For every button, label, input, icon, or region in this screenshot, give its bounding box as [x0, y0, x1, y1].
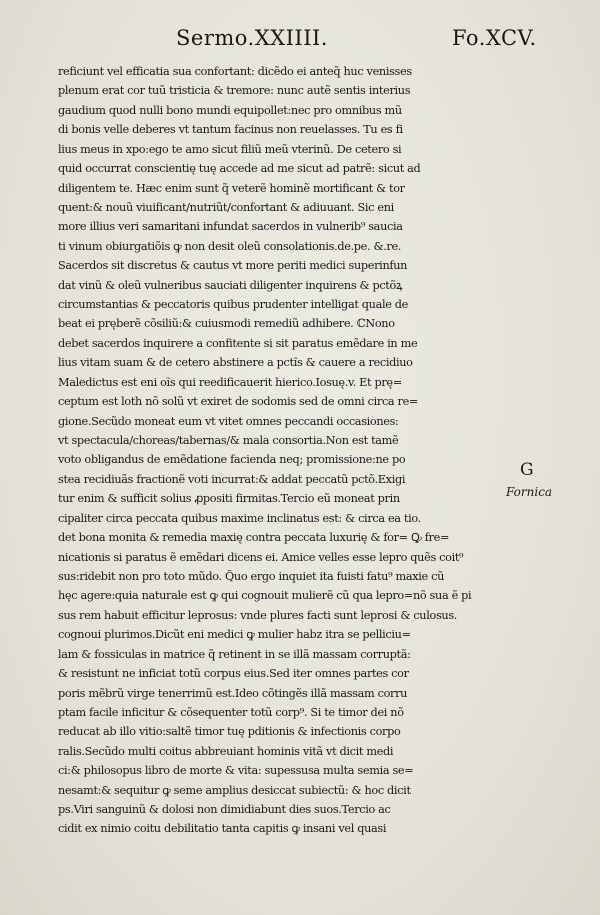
- text-line: vt spectacula/choreas/tabernas/& mala consortia.Non est tamẽ: [58, 434, 399, 448]
- folio-number: Fo.XCV.: [452, 26, 537, 50]
- text-line: ci:& philosopus libro de morte & vita: supessusa multa semia se=: [58, 764, 414, 778]
- text-line: lam & fossiculas in matrice q̃ retinent in se illã massam corruptã:: [58, 647, 411, 661]
- text-line: ps.Viri sanguinũ & dolosi non dimidiabunt dies suos.Tercio ac: [58, 803, 391, 817]
- text-line: cidit ex nimio coitu debilitatio tanta capitis ꝙ insani vel quasi: [58, 822, 387, 836]
- text-line: stea recidiuãs fractionẽ voti incurrat:& addat peccatũ pctõ.Exigi: [58, 472, 406, 486]
- text-line: dat vinũ & oleũ vulneribus sauciati diligenter inquirens & pctõꝝ: [58, 278, 403, 292]
- text-line: Sacerdos sit discretus & cautus vt more periti medici superinfun: [58, 259, 408, 273]
- text-line: sus:ridebit non pro toto mũdo. Q̃uo ergo inquiet ita fuisti fatu⁹ maxie cũ: [58, 569, 444, 583]
- text-line: poris mẽbrũ virge tenerrimũ est.Ideo cõtingẽs illã massam corru: [58, 686, 408, 700]
- text-line: & resistunt ne inficiat totũ corpus eius.Sed iter omnes partes cor: [58, 667, 409, 681]
- text-line: plenum erat cor tuũ tristicia & tremore: nunc autẽ sentis interius: [58, 84, 411, 98]
- text-line: lius vitam suam & de cetero abstinere a pctĩs & cauere a recidiuo: [58, 356, 413, 370]
- text-line: nesamt:& sequitur ꝙ seme amplius desiccat subiectũ: & hoc dicit: [58, 783, 411, 797]
- text-line: debet sacerdos inquirere a confitente si sit paratus emẽdare in me: [58, 336, 418, 350]
- text-line: lius meus in xpo:ego te amo sicut filiũ meũ vterinũ. De cetero si: [58, 142, 402, 156]
- running-header: Sermo.XXIIII.: [176, 26, 328, 50]
- text-line: more illius veri samaritani infundat sacerdos in vulnerib⁹ saucia: [58, 220, 403, 234]
- text-line: gione.Secũdo moneat eum vt vitet omnes peccandi occasiones:: [58, 414, 399, 428]
- text-line: cognoui plurimos.Dicũt eni medici ꝙ mulier habz itra se pelliciu=: [58, 628, 411, 642]
- text-line: ralis.Secũdo multi coitus abbreuiant hominis vitã vt dicit medi: [58, 744, 394, 758]
- text-line: ptam facile inficitur & cõsequenter totũ corp⁹. Si te timor dei nõ: [58, 705, 404, 719]
- text-block: [58, 62, 488, 839]
- text-line: ti vinum obiurgatiõis ꝙ non desit oleũ consolationis.de.pe. &.re.: [58, 239, 402, 253]
- text-line: gaudium quod nulli bono mundi equipollet:nec pro omnibus mũ: [58, 103, 402, 117]
- text-line: beat ei pręberẽ cõsiliũ:& cuiusmodi remediũ adhibere. ℂNono: [58, 317, 395, 331]
- marginal-note: Fornica: [506, 485, 553, 499]
- text-line: di bonis velle deberes vt tantum facinus non reuelasses. Tu es fi: [58, 123, 403, 137]
- text-line: nicationis si paratus ẽ emẽdari dicens ei. Amice velles esse lepro quẽs coit⁹: [58, 550, 464, 564]
- text-line: tur enim & sufficit solius ꝓpositi firmitas.Tercio eũ moneat prin: [58, 492, 400, 506]
- text-line: ceptum est loth nõ solũ vt exiret de sodomis sed de omni circa re=: [58, 395, 419, 409]
- text-line: voto obligandus de emẽdatione facienda neq; promissione:ne po: [58, 453, 406, 467]
- text-line: quent:& nouũ viuificant/nutriũt/confortant & adiuuant. Sic eni: [58, 200, 394, 214]
- text-line: sus rem habuit efficitur leprosus: vnde plures facti sunt leprosi & culosus.: [58, 608, 458, 622]
- text-line: Maledictus est eni oĩs qui reedificauerit hierico.Iosuę.v. Et prę=: [58, 375, 402, 389]
- text-line: hęc agere:quia naturale est ꝙ qui cognouit mulierẽ cũ qua lepro=nõ sua ẽ pi: [58, 589, 472, 603]
- marginal-letter: G: [520, 460, 534, 480]
- text-line: det bona monita & remedia maxię contra peccata luxurię & for= Ꝙ fre=: [58, 531, 450, 545]
- text-line: reficiunt vel efficatia sua confortant: dicẽdo ei anteq̃ huc venisses: [58, 65, 412, 78]
- text-line: reducat ab illo vitio:saltẽ timor tuę pditionis & infectionis corpo: [58, 725, 401, 739]
- text-line: cipaliter circa peccata quibus maxime inclinatus est: & circa ea tio.: [58, 511, 421, 525]
- text-line: circumstantias & peccatoris quibus prudenter intelligat quale de: [58, 298, 409, 312]
- text-line: quid occurrat conscientię tuę accede ad me sicut ad patrẽ: sicut ad: [58, 162, 421, 176]
- text-line: diligentem te. Hæc enim sunt q̃ veterẽ hominẽ mortificant & tor: [58, 181, 405, 195]
